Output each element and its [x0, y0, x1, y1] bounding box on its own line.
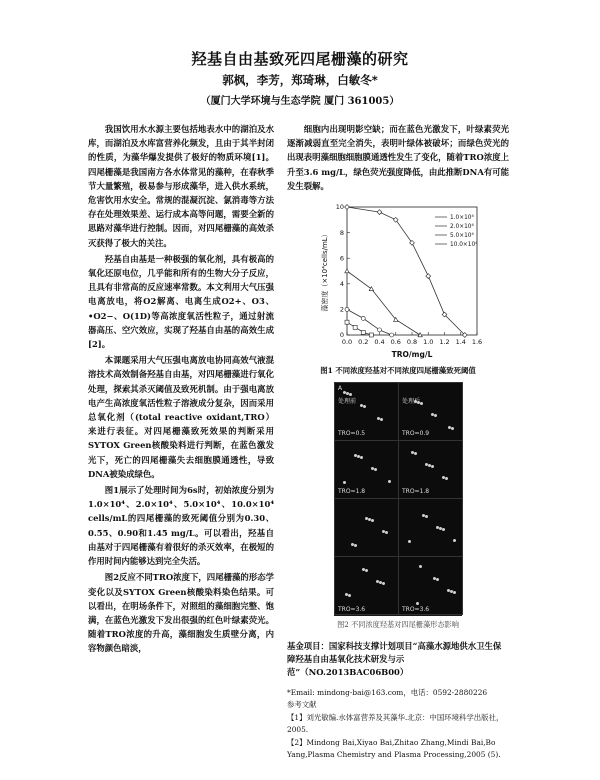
legend-entry: 1.0×10⁴	[450, 215, 474, 222]
data-point	[345, 320, 349, 324]
reference-item: 【2】Mindong Bai,Xiyao Bai,Zhitao Zhang,Mindi Bai,Bo Yang,Plasma Chemistry and Plasma Processing,2005 (5).	[287, 737, 501, 760]
data-point	[369, 333, 373, 337]
funding-note: 基金项目：国家科技支撑计划项目“高藻水源地供水卫生保障羟基自由基氧化技术研发与示范”（NO.2013BAC06B00）	[287, 641, 502, 678]
cell-dot	[382, 582, 385, 585]
y-tick-label: 0	[339, 331, 344, 340]
cell-dot	[445, 477, 448, 480]
data-point	[390, 333, 394, 337]
data-point	[361, 330, 365, 334]
cell-dot	[453, 591, 456, 594]
x-tick-label: 0.4	[374, 338, 385, 347]
cell-dot	[442, 528, 445, 531]
cell-dot	[374, 468, 377, 471]
cell-dot	[363, 405, 366, 408]
chart-svg	[287, 199, 509, 363]
paragraph: 图1展示了处理时间为6s时，初始浓度分别为1.0×10⁴、2.0×10⁴、5.0×10⁴、10.0×10⁴ cells/mL的四尾栅藻的致死阈值分别为0.30、0.55、0.90和1.45 mg/L。可以看出，羟基自由基对于四尾栅藻有着很好的杀灭效率，在极短的作用时间内能够达到完全失活。	[88, 485, 274, 567]
data-point	[345, 269, 349, 273]
references-title: 参考文献	[287, 700, 317, 710]
figure-1-chart	[287, 199, 509, 363]
legend-entry: 5.0×10⁴	[450, 233, 474, 240]
y-axis-label: 藻密度（×10⁴cells/mL）	[321, 230, 329, 312]
cell-dot	[380, 418, 383, 421]
micrograph-label: 处理后	[402, 398, 421, 406]
series-line	[347, 271, 420, 335]
cell-dot	[414, 452, 417, 455]
data-point	[410, 240, 415, 245]
cell-dot	[360, 456, 363, 459]
micrograph-panel	[398, 498, 463, 557]
cell-dot	[436, 578, 439, 581]
cell-dot	[416, 602, 419, 605]
paragraph: 本课题采用大气压强电离放电协同高效气液混溶技术高效制备羟基自由基，对四尾栅藻进行氧化处理，探索其杀灭阈值及致死机制。由于强电离放电产生高浓度氧活性粒子溶液成分复杂，因而采用总氧化剂（(total reactive oxidant,TRO）来进行表征。对四尾栅藻致死效果的判断采用SYTOX Green核酸染料进行判断，在蓝色激发光下，死亡的四尾栅藻失去细胞膜通透性，导致DNA被染成绿色。	[88, 355, 274, 479]
paragraph: 细胞内出现明影空缺；而在蓝色光激发下，叶绿素荧光逐渐减弱直至完全消失，表明叶绿体被破坏；而绿色荧光的出现表明藻细胞细胞膜通透性发生了变化，随着TRO浓度上升至3.6 mg/L，绿色荧光强度降低，由此推断DNA有可能发生裂解。	[287, 124, 509, 191]
x-tick-label: 1.4	[455, 338, 466, 347]
right-column	[287, 122, 509, 761]
micrograph-panel	[334, 498, 399, 557]
y-tick-label: 10	[335, 203, 344, 212]
micrograph-label: TRO=0.9	[402, 430, 430, 438]
reference-item: 【1】刘光敏编.水体富营养及其藻华.北京：中国环境科学出版社，2005.	[287, 712, 504, 735]
x-axis-label: TRO/mg/L	[391, 350, 433, 360]
paragraph: 我国饮用水水源主要包括地表水中的湖泊及水库，而湖泊及水库富营养化频发，且由于其半封闭的性质，为藻华爆发提供了极好的物质环境[1]。四尾栅藻是我国南方各水体常见的藻种，在春秋季节大量繁殖，极易参与形成藻华，进入供水系统，危害饮用水安全。常规的混凝沉淀、氯消毒等方法存在处理效果差、运行成本高等问题，需要全新的思路对藻华进行控制。因而，对四尾栅藻的高效杀灭获得了极大的关注。	[88, 124, 274, 248]
series-line	[347, 309, 392, 335]
data-point	[377, 210, 382, 215]
cell-dot	[431, 465, 434, 468]
cell-dot	[388, 480, 391, 483]
micrograph-label: TRO=1.8	[338, 488, 366, 496]
x-tick-label: 1.6	[471, 338, 483, 347]
cell-dot	[365, 569, 368, 572]
data-point	[361, 316, 365, 320]
y-tick-label: 6	[339, 254, 344, 263]
series-line	[347, 207, 465, 335]
paper-title: 羟基自由基致死四尾栅藻的研究	[191, 50, 409, 68]
y-tick-label: 2	[339, 305, 344, 314]
cell-dot	[425, 515, 428, 518]
cell-dot	[408, 540, 411, 543]
cell-dot	[348, 594, 351, 597]
paragraph: 羟基自由基是一种极强的氧化剂，具有极高的氧化还原电位，几乎能和所有的生物大分子反应，且具有非常高的反应速率常数。本文利用大气压强电离放电，将O2解离、电离生成O2+、O3、•O2−、O(1D)等高浓度氧活性粒子，通过射流器高压、空穴效应，实现了羟基自由基的高效生成[2]。	[88, 253, 274, 350]
micrograph-label: TRO=1.8	[402, 488, 430, 496]
figure-1-caption: 图1 不同浓度羟基对不同浓度四尾栅藻致死阈值	[320, 366, 476, 376]
cell-dot	[354, 544, 357, 547]
cell-dot	[420, 402, 423, 405]
left-column	[88, 122, 274, 658]
micrograph-label: 处理前	[338, 398, 357, 406]
x-tick-label: 1.2	[439, 338, 450, 347]
x-tick-label: 0.8	[406, 338, 418, 347]
authors: 郭枫，李芳，郑琦琳，白敏冬*	[222, 73, 378, 87]
data-point	[345, 205, 350, 210]
affiliation: （厦门大学环境与生态学院 厦门 361005）	[200, 96, 400, 107]
micrograph-label: TRO=3.6	[402, 606, 430, 614]
data-point	[378, 328, 382, 332]
cell-dot	[343, 481, 346, 484]
x-tick-label: 0.0	[341, 338, 353, 347]
y-tick-label: 4	[339, 280, 344, 289]
cell-dot	[385, 531, 388, 534]
micrograph-label: TRO=0.5	[338, 430, 366, 438]
figure-2-image	[334, 382, 462, 616]
cell-dot	[453, 539, 456, 542]
data-point	[369, 287, 373, 291]
legend-entry: 10.0×10⁴	[450, 242, 478, 249]
figure-2-caption: 图2 不同浓度羟基对四尾栅藻形态影响	[337, 620, 459, 630]
data-point	[426, 274, 431, 279]
x-tick-label: 1.0	[423, 338, 434, 347]
cell-dot	[371, 519, 374, 522]
paragraph: 图2反应不同TRO浓度下，四尾栅藻的形态学变化以及SYTOX Green核酸染料染色结果。可以看出，在明场条件下，对照组的藻细胞完整、饱满，在蓝色光激发下发出很强的红色叶绿素荧光。随着TRO浓度的升高，藻细胞发生质壁分离，内容物颜色暗淡，	[88, 572, 274, 654]
legend-entry: 2.0×10⁴	[450, 224, 474, 231]
cell-dot	[451, 427, 454, 430]
x-tick-label: 0.2	[358, 338, 369, 347]
data-point	[345, 307, 349, 311]
micrograph-label: A	[338, 385, 343, 393]
x-tick-label: 0.6	[390, 338, 401, 347]
series-line	[347, 322, 371, 335]
email-line: *Email: mindong-bai@163.com，电话：0592-2880226	[287, 688, 488, 698]
cell-dot	[434, 414, 437, 417]
micrograph-label: TRO=3.6	[338, 606, 366, 614]
cell-dot	[419, 565, 422, 568]
y-tick-label: 8	[339, 228, 344, 237]
data-point	[353, 325, 357, 329]
references	[287, 687, 509, 761]
